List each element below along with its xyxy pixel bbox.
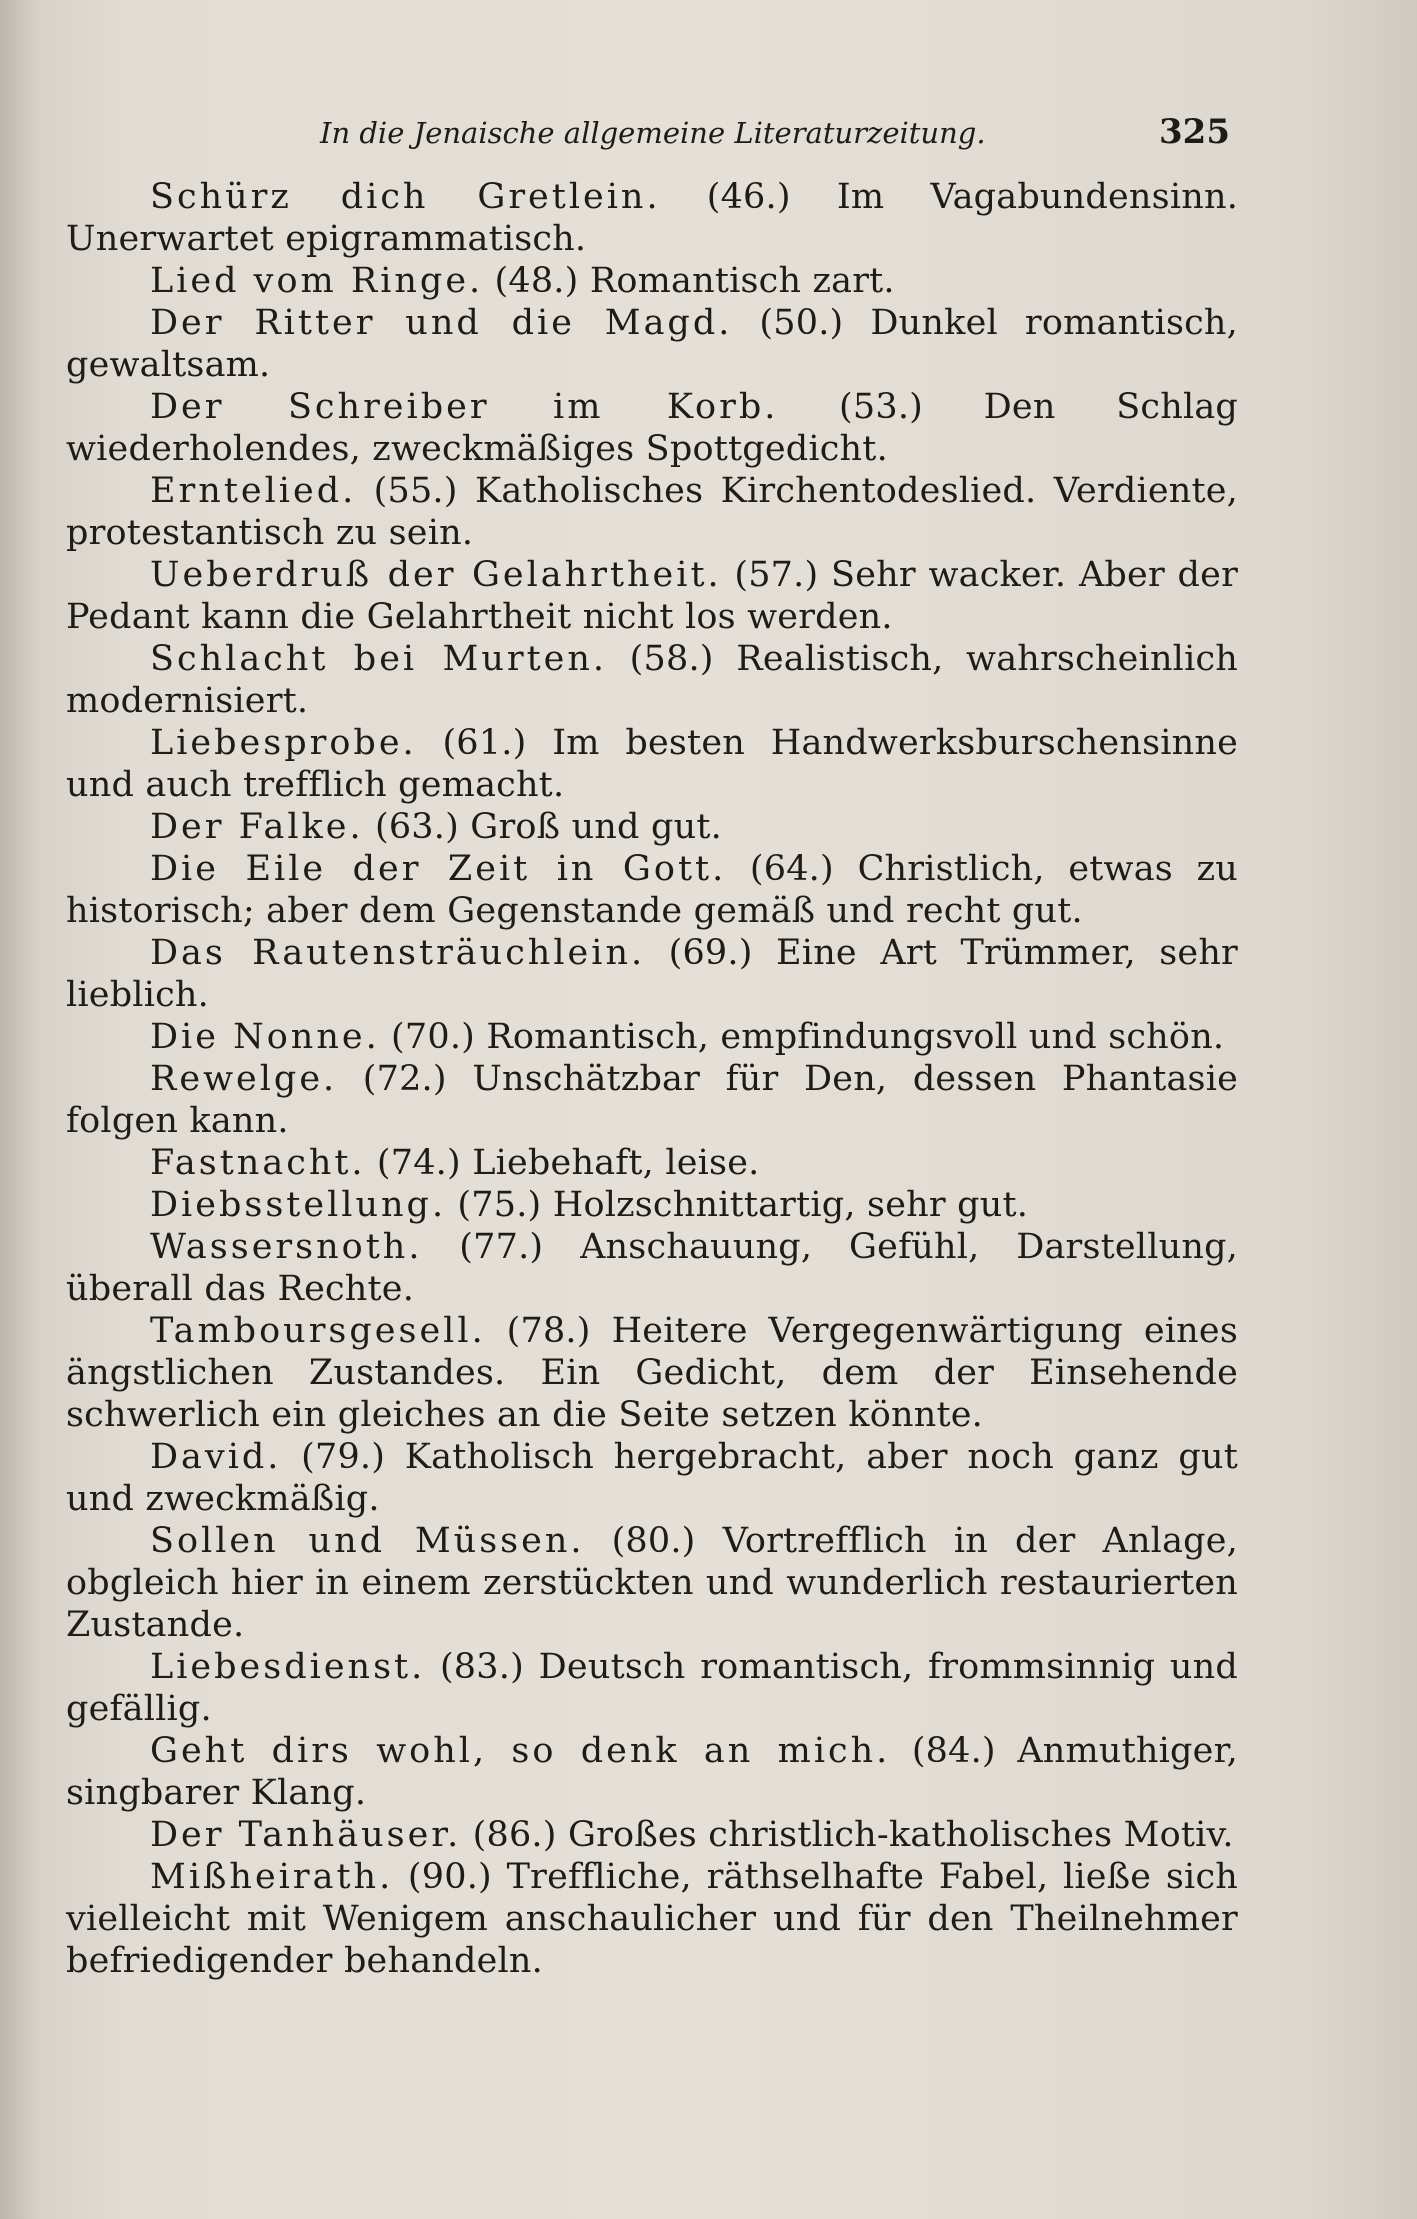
poem-number: (58.) <box>629 639 714 679</box>
poem-title: Tamboursgesell. <box>150 1311 486 1351</box>
poem-comment: Liebehaft, leise. <box>472 1143 760 1183</box>
poem-entry <box>66 176 1238 260</box>
poem-number: (46.) <box>706 177 791 217</box>
poem-number: (64.) <box>749 849 834 889</box>
poem-number: (84.) <box>911 1731 996 1771</box>
poem-comment: Vortrefflich in der Anlage, obgleich hier in einem zerstückten und wunderlich restaurierten Zustande. <box>66 1521 1238 1645</box>
poem-title: Die Eile der Zeit in Gott. <box>150 849 727 889</box>
poem-number: (61.) <box>442 723 527 763</box>
poem-number: (86.) <box>472 1815 557 1855</box>
poem-title: Mißheirath. <box>150 1857 394 1897</box>
poem-entry <box>66 1142 1238 1184</box>
poem-number: (63.) <box>374 807 459 847</box>
poem-number: (90.) <box>407 1857 492 1897</box>
poem-entry <box>66 932 1238 1016</box>
poem-number: (53.) <box>839 387 924 427</box>
running-title: In die Jenaische allgemeine Literaturzeitung. <box>320 116 986 150</box>
poem-entry <box>66 1226 1238 1310</box>
poem-entry <box>66 1436 1238 1520</box>
poem-comment: Heitere Vergegenwärtigung eines ängstlichen Zustandes. Ein Gedicht, dem der Einsehende schwerlich ein gleiches an die Seite setzen könnte. <box>66 1311 1238 1435</box>
poem-title: Rewelge. <box>150 1059 338 1099</box>
poem-entry <box>66 1058 1238 1142</box>
poem-entry <box>66 470 1238 554</box>
poem-number: (80.) <box>611 1521 696 1561</box>
poem-comment: Romantisch zart. <box>589 261 895 301</box>
poem-title: Der Ritter und die Magd. <box>150 303 733 343</box>
poem-title: Sollen und Müssen. <box>150 1521 585 1561</box>
poem-comment: Realistisch, wahrscheinlich modernisiert. <box>66 639 1239 721</box>
poem-comment: Unschätzbar für Den, dessen Phantasie folgen kann. <box>66 1059 1238 1141</box>
poem-comment: Christlich, etwas zu historisch; aber dem Gegenstande gemäß und recht gut. <box>66 849 1239 931</box>
poem-number: (55.) <box>373 471 458 511</box>
poem-title: Erntelied. <box>150 471 357 511</box>
poem-title: David. <box>150 1437 282 1477</box>
poem-number: (48.) <box>494 261 579 301</box>
poem-title: Der Schreiber im Korb. <box>150 387 779 427</box>
poem-number: (72.) <box>362 1059 447 1099</box>
poem-comment: Anmuthiger, singbarer Klang. <box>66 1731 1238 1813</box>
poem-entry <box>66 848 1238 932</box>
poem-entry <box>66 1016 1238 1058</box>
poem-title: Schlacht bei Murten. <box>150 639 608 679</box>
poem-comment: Den Schlag wiederholendes, zweckmäßiges Spottgedicht. <box>66 387 1239 469</box>
poem-comment: Deutsch romantisch, frommsinnig und gefällig. <box>66 1647 1239 1729</box>
poem-entry <box>66 638 1238 722</box>
poem-number: (79.) <box>301 1437 386 1477</box>
poem-entry <box>66 1856 1238 1982</box>
poem-number: (69.) <box>668 933 753 973</box>
poem-title: Lied vom Ringe. <box>150 261 484 301</box>
poem-number: (57.) <box>734 555 819 595</box>
poem-entry <box>66 1730 1238 1814</box>
poem-entry <box>66 260 1238 302</box>
poem-number: (70.) <box>391 1017 476 1057</box>
poem-title: Das Rautensträuchlein. <box>150 933 646 973</box>
poem-comment: Im besten Handwerksburschensinne und auch trefflich gemacht. <box>66 723 1239 805</box>
poem-comment: Katholisches Kirchentodeslied. Verdiente, protestantisch zu sein. <box>66 471 1239 553</box>
poem-title: Schürz dich Gretlein. <box>150 177 661 217</box>
poem-title: Liebesprobe. <box>150 723 417 763</box>
poem-title: Der Falke. <box>150 807 364 847</box>
poem-entry <box>66 1814 1238 1856</box>
poem-number: (83.) <box>439 1647 524 1687</box>
poem-comment: Eine Art Trümmer, sehr lieblich. <box>66 933 1238 1015</box>
main-text <box>66 176 1238 1982</box>
poem-number: (50.) <box>759 303 844 343</box>
poem-comment: Romantisch, empfindungsvoll und schön. <box>486 1017 1225 1057</box>
poem-comment: Treffliche, räthselhafte Fabel, ließe sich vielleicht mit Wenigem anschaulicher und für den Theilnehmer befriedigender behandeln. <box>66 1857 1238 1981</box>
poem-comment: Katholisch hergebracht, aber noch ganz gut und zweckmäßig. <box>66 1437 1238 1519</box>
poem-title: Fastnacht. <box>150 1143 366 1183</box>
poem-title: Ueberdruß der Gelahrtheit. <box>150 555 722 595</box>
poem-title: Der Tanhäuser. <box>150 1815 462 1855</box>
page-number: 325 <box>1159 112 1230 152</box>
poem-number: (78.) <box>506 1311 591 1351</box>
poem-entry <box>66 386 1238 470</box>
poem-comment: Holzschnittartig, sehr gut. <box>552 1185 1029 1225</box>
poem-entry <box>66 1184 1238 1226</box>
poem-entry <box>66 1520 1238 1646</box>
poem-title: Diebsstellung. <box>150 1185 447 1225</box>
poem-entry <box>66 554 1238 638</box>
poem-entry <box>66 1310 1238 1436</box>
poem-entry <box>66 722 1238 806</box>
poem-comment: Anschauung, Gefühl, Darstellung, überall das Rechte. <box>66 1227 1239 1309</box>
poem-entry <box>66 302 1238 386</box>
poem-comment: Dunkel romantisch, gewaltsam. <box>66 303 1238 385</box>
poem-title: Wassersnoth. <box>150 1227 423 1267</box>
poem-entry <box>66 1646 1238 1730</box>
poem-number: (75.) <box>457 1185 542 1225</box>
poem-title: Geht dirs wohl, so denk an mich. <box>150 1731 891 1771</box>
poem-title: Liebesdienst. <box>150 1647 426 1687</box>
poem-comment: Großes christlich-katholisches Motiv. <box>567 1815 1234 1855</box>
poem-comment: Groß und gut. <box>470 807 722 847</box>
poem-entry <box>66 806 1238 848</box>
poem-comment: Sehr wacker. Aber der Pedant kann die Gelahrtheit nicht los werden. <box>66 555 1239 637</box>
poem-number: (74.) <box>376 1143 461 1183</box>
poem-title: Die Nonne. <box>150 1017 380 1057</box>
poem-comment: Im Vagabundensinn. Unerwartet epigrammatisch. <box>66 177 1239 259</box>
poem-number: (77.) <box>459 1227 544 1267</box>
page-header <box>320 112 1230 152</box>
